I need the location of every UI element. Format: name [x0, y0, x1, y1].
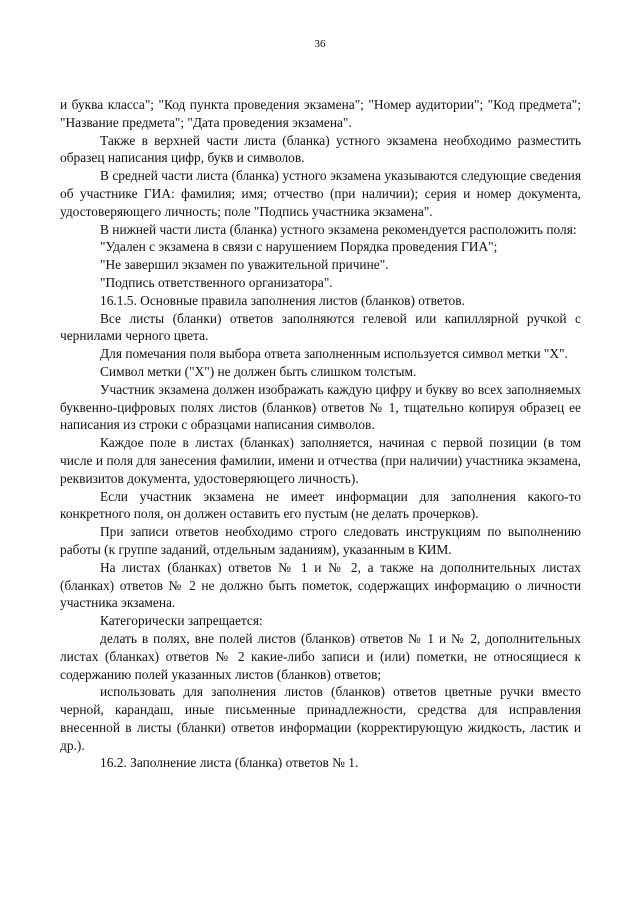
paragraph: Участник экзамена должен изображать каждую цифру и букву во всех заполняемых буквенно-цифровых полях листов (бланков) ответов № 1, тщательно копируя образец ее написания из строки с образцами написания символов. [60, 381, 581, 433]
paragraph: В средней части листа (бланка) устного экзамена указываются следующие сведения об участнике ГИА: фамилия; имя; отчество (при наличии); серия и номер документа, удостоверяющего личность; поле "Подпись участника экзамена". [60, 168, 581, 219]
list-item: "Удален с экзамена в связи с нарушением Порядка проведения ГИА"; [100, 239, 498, 255]
paragraph: При записи ответов необходимо строго следовать инструкциям по выполнению работы (к группе заданий, отдельным заданиям), указанным в КИМ. [60, 524, 581, 557]
list-item: делать в полях, вне полей листов (бланков) ответов № 1 и № 2, дополнительных листах (бланках) ответов № 2 какие-либо записи и (или) пометки, не относящиеся к содержанию полей указанных листов (бланков) ответов; [60, 630, 581, 682]
paragraph: Категорически запрещается: [100, 613, 263, 629]
paragraph-continuation: и буква класса"; "Код пункта проведения экзамена"; "Номер аудитории"; "Код предмета"; "Название предмета"; "Дата проведения экзамена". [60, 97, 581, 130]
section-heading: 16.2. Заполнение листа (бланка) ответов № 1. [100, 755, 359, 771]
list-item: использовать для заполнения листов (бланков) ответов цветные ручки вместо черной, карандаш, иные письменные принадлежности, средства для исправления внесенной в листы (бланки) ответов информации (корректирующую жидкость, ластик и др.). [60, 684, 581, 753]
paragraph: Для помечания поля выбора ответа заполненным используется символ метки "X". [100, 346, 568, 362]
list-item: "Подпись ответственного организатора". [100, 274, 333, 290]
document-body [60, 96, 581, 772]
paragraph: Символ метки ("X") не должен быть слишком толстым. [100, 363, 417, 379]
paragraph: Все листы (бланки) ответов заполняются гелевой или капиллярной ручкой с чернилами черного цвета. [60, 310, 581, 344]
paragraph: На листах (бланках) ответов № 1 и № 2, а также на дополнительных листах (бланках) ответов № 2 не должно быть пометок, содержащих информацию о личности участника экзамена. [60, 559, 581, 611]
page-number: 36 [314, 38, 326, 50]
paragraph: Каждое поле в листах (бланках) заполняется, начиная с первой позиции (в том числе и поля для занесения фамилии, имени и отчества (при наличии) участника экзамена, реквизитов документа, удостоверяющего личность). [60, 435, 581, 486]
paragraph: В нижней части листа (бланка) устного экзамена рекомендуется расположить поля: [100, 221, 577, 237]
paragraph: Также в верхней части листа (бланка) устного экзамена необходимо разместить образец написания цифр, букв и символов. [60, 132, 581, 166]
list-item: "Не завершил экзамен по уважительной причине". [100, 257, 389, 273]
section-heading: 16.1.5. Основные правила заполнения листов (бланков) ответов. [100, 292, 465, 308]
paragraph: Если участник экзамена не имеет информации для заполнения какого-то конкретного поля, он должен оставить его пустым (не делать прочерков). [60, 488, 581, 522]
